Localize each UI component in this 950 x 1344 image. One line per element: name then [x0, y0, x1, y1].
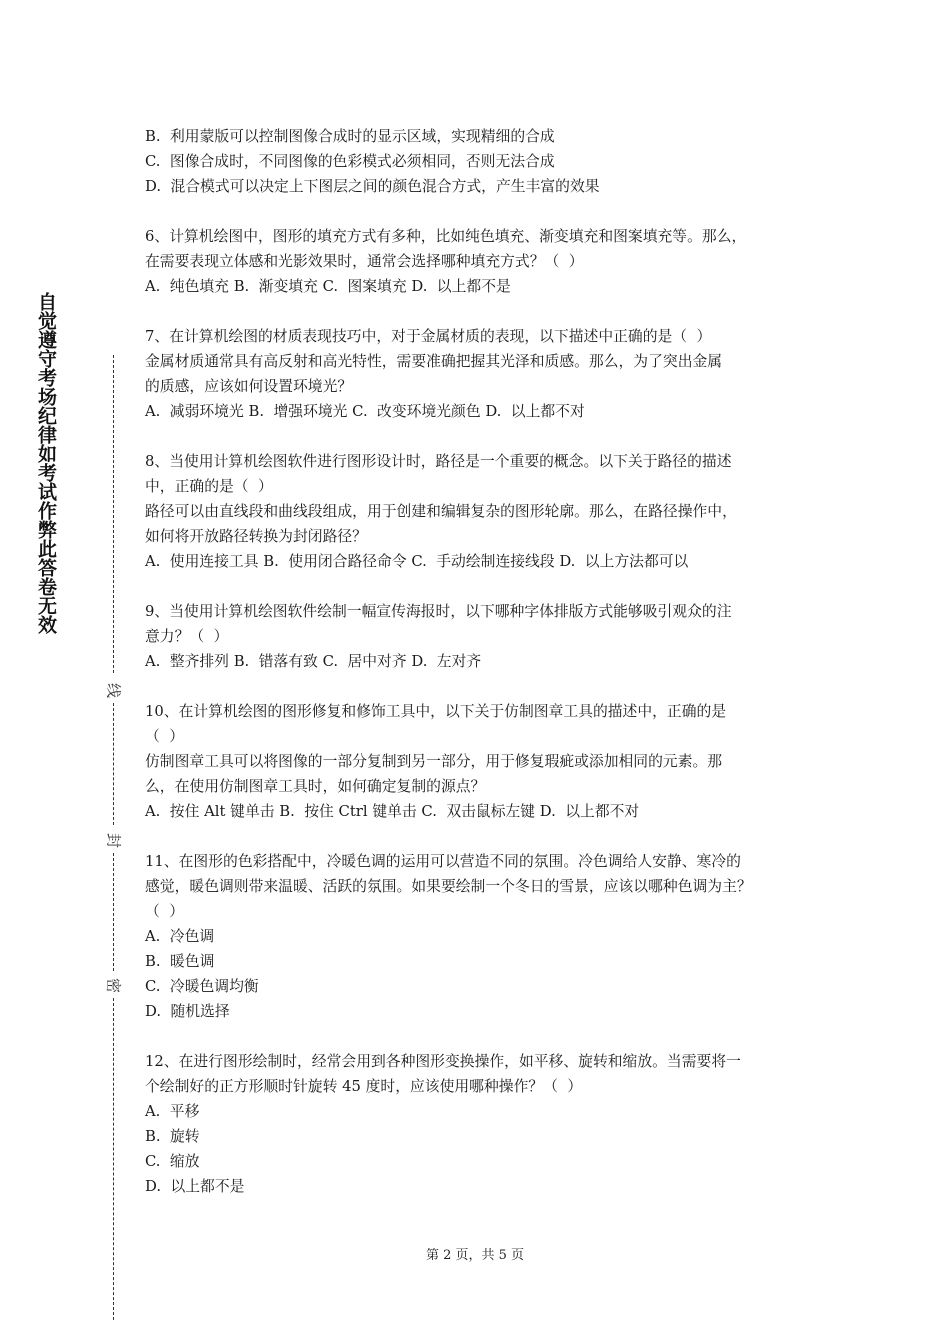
question-12	[145, 1049, 820, 1199]
question-text-line: 6、计算机绘图中，图形的填充方式有多种，比如纯色填充、渐变填充和图案填充等。那么，	[145, 228, 747, 245]
seal-dashed-line	[113, 355, 114, 673]
question-text-line: 感觉，暖色调则带来温暖、活跃的氛围。如果要绘制一个冬日的雪景，应该以哪种色调为主？	[145, 878, 752, 895]
question-text-line: 的质感，应该如何设置环境光？	[145, 378, 353, 395]
question-6	[145, 224, 820, 299]
seal-dashed-line	[113, 703, 114, 825]
option-line: A. 使用连接工具 B. 使用闭合路径命令 C. 手动绘制连接线段 D. 以上方法都可以	[145, 553, 689, 570]
question-text-line: 仿制图章工具可以将图像的一部分复制到另一部分，用于修复瑕疵或添加相同的元素。那	[145, 753, 723, 770]
seal-dashed-line	[113, 853, 114, 971]
option-line: B. 旋转	[145, 1128, 200, 1145]
option-line: D. 以上都不是	[145, 1178, 245, 1195]
option-line: C. 冷暖色调均衡	[145, 978, 259, 995]
question-11	[145, 849, 820, 1024]
question-text-line: 意力？（ ）	[145, 628, 229, 645]
question-8	[145, 449, 820, 574]
question-text-line: 11、在图形的色彩搭配中，冷暖色调的运用可以营造不同的氛围。冷色调给人安静、寒冷的	[145, 853, 741, 870]
option-line: B. 利用蒙版可以控制图像合成时的显示区域，实现精细的合成	[145, 128, 555, 145]
option-line: A. 冷色调	[145, 928, 215, 945]
option-line: C. 缩放	[145, 1153, 200, 1170]
question-text-line: 中，正确的是（ ）	[145, 478, 273, 495]
exam-discipline-notice: 自觉遵守考场纪律如考试作弊此答卷无效	[35, 292, 57, 634]
continued-options	[145, 124, 820, 199]
question-text-line: 如何将开放路径转换为封闭路径？	[145, 528, 367, 545]
option-line: A. 减弱环境光 B. 增强环境光 C. 改变环境光颜色 D. 以上都不对	[145, 403, 585, 420]
option-line: C. 图像合成时，不同图像的色彩模式必须相同，否则无法合成	[145, 153, 555, 170]
option-line: A. 整齐排列 B. 错落有致 C. 居中对齐 D. 左对齐	[145, 653, 482, 670]
option-line: D. 混合模式可以决定上下图层之间的颜色混合方式，产生丰富的效果	[145, 178, 600, 195]
seal-dashed-line	[113, 998, 114, 1320]
question-text-line: 么，在使用仿制图章工具时，如何确定复制的源点？	[145, 778, 486, 795]
question-text-line: 金属材质通常具有高反射和高光特性，需要准确把握其光泽和质感。那么，为了突出金属	[145, 353, 723, 370]
option-line: D. 随机选择	[145, 1003, 230, 1020]
question-text-line: 10、在计算机绘图的图形修复和修饰工具中，以下关于仿制图章工具的描述中，正确的是	[145, 703, 727, 720]
question-text-line: 在需要表现立体感和光影效果时，通常会选择哪种填充方式？（ ）	[145, 253, 584, 270]
seal-label-seal: 封	[104, 832, 123, 848]
question-10	[145, 699, 820, 824]
question-content	[145, 124, 820, 1199]
option-line: A. 按住 Alt 键单击 B. 按住 Ctrl 键单击 C. 双击鼠标左键 D. 以上都不对	[145, 803, 640, 820]
question-text-line: （ ）	[145, 728, 185, 745]
page-number: 第 2 页，共 5 页	[425, 1248, 525, 1263]
question-text-line: 7、在计算机绘图的材质表现技巧中，对于金属材质的表现，以下描述中正确的是（ ）	[145, 328, 712, 345]
question-text-line: 12、在进行图形绘制时，经常会用到各种图形变换操作，如平移、旋转和缩放。当需要将一	[145, 1053, 741, 1070]
seal-label-secret: 密	[104, 977, 123, 993]
question-text-line: 8、当使用计算机绘图软件进行图形设计时，路径是一个重要的概念。以下关于路径的描述	[145, 453, 732, 470]
question-text-line: 9、当使用计算机绘图软件绘制一幅宣传海报时，以下哪种字体排版方式能够吸引观众的注	[145, 603, 732, 620]
question-text-line: 个绘制好的正方形顺时针旋转 45 度时，应该使用哪种操作？（ ）	[145, 1078, 583, 1095]
option-line: A. 平移	[145, 1103, 200, 1120]
question-7	[145, 324, 820, 424]
option-line: B. 暖色调	[145, 953, 215, 970]
question-9	[145, 599, 820, 674]
question-text-line: （ ）	[145, 903, 185, 920]
option-line: A. 纯色填充 B. 渐变填充 C. 图案填充 D. 以上都不是	[145, 278, 511, 295]
seal-label-line: 线	[104, 682, 123, 698]
question-text-line: 路径可以由直线段和曲线段组成，用于创建和编辑复杂的图形轮廓。那么，在路径操作中，	[145, 503, 737, 520]
